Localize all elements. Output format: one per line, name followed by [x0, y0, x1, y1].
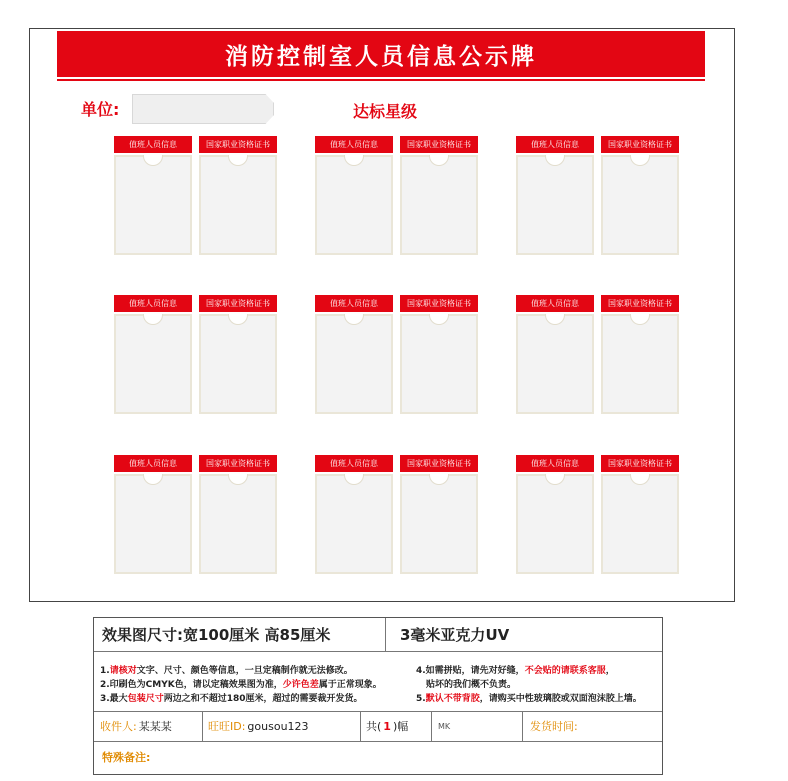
- photo-pocket: [601, 155, 679, 255]
- photo-pocket: [400, 314, 478, 414]
- note-5: [416, 691, 642, 704]
- divider: [360, 711, 361, 741]
- note-text: 3.最大: [100, 694, 128, 704]
- note-highlight: 包装尺寸: [127, 694, 164, 704]
- slot-label: 国家职业资格证书: [400, 455, 478, 472]
- photo-pocket: [114, 474, 192, 574]
- note-text: 1.: [100, 666, 110, 676]
- note-3: [100, 691, 363, 704]
- photo-pocket: [516, 155, 594, 255]
- note-text: 文字、尺寸、颜色等信息，一旦定稿制作就无法修改。: [136, 666, 353, 676]
- slot-certificate: [601, 136, 679, 255]
- slot-duty-info: [114, 295, 192, 414]
- receiver-label: 收件人:: [100, 720, 137, 733]
- note-text: 4.如需拼贴，请先对好缝，: [416, 666, 525, 676]
- photo-pocket: [400, 474, 478, 574]
- note-4b: 贴坏的我们概不负责。: [426, 680, 517, 690]
- wangwang-value: gousou123: [247, 719, 309, 733]
- slot-label: 国家职业资格证书: [199, 295, 277, 312]
- slot-label: 值班人员信息: [516, 455, 594, 472]
- note-highlight: 少许色差: [282, 680, 319, 690]
- ship-time-label: 发货时间:: [530, 720, 578, 733]
- qty-prefix: 共(: [366, 720, 382, 733]
- note-highlight: 请核对: [109, 666, 137, 676]
- spec-header-row: [94, 618, 662, 652]
- photo-pocket: [601, 314, 679, 414]
- slot-label: 国家职业资格证书: [601, 295, 679, 312]
- note-1: [100, 663, 353, 676]
- mk-cell: MK: [438, 721, 451, 731]
- photo-pocket: [516, 314, 594, 414]
- slot-duty-info: [516, 136, 594, 255]
- qty-value: 1: [383, 719, 391, 733]
- wangwang-label: 旺旺ID:: [208, 720, 246, 733]
- slot-label: 值班人员信息: [516, 295, 594, 312]
- note-highlight: 默认不带背胶: [425, 694, 480, 704]
- receiver-value: 某某某: [138, 720, 172, 733]
- slot-certificate: [601, 295, 679, 414]
- slot-duty-info: [315, 295, 393, 414]
- slot-duty-info: [114, 136, 192, 255]
- slot-label: 值班人员信息: [114, 136, 192, 153]
- divider: [431, 711, 432, 741]
- slot-certificate: [199, 295, 277, 414]
- note-text: ，请购买中性玻璃胶或双面泡沫胶上墙。: [479, 694, 642, 704]
- unit-label: 单位:: [81, 100, 120, 119]
- slot-label: 国家职业资格证书: [400, 295, 478, 312]
- photo-pocket: [516, 474, 594, 574]
- special-remark-label: 特殊备注:: [102, 751, 151, 764]
- divider: [522, 711, 523, 741]
- slot-label: 值班人员信息: [516, 136, 594, 153]
- photo-pocket: [601, 474, 679, 574]
- slot-label: 值班人员信息: [315, 295, 393, 312]
- slot-duty-info: [315, 455, 393, 574]
- note-text: 5.: [416, 694, 426, 704]
- notes-block: [94, 651, 662, 712]
- slot-label: 国家职业资格证书: [199, 136, 277, 153]
- note-text: 2.印刷色为CMYK色，请以定稿效果图为准，: [100, 680, 283, 690]
- slot-label: 值班人员信息: [114, 295, 192, 312]
- slot-label: 值班人员信息: [315, 136, 393, 153]
- photo-pocket: [315, 155, 393, 255]
- star-rating-label: 达标星级: [353, 102, 418, 121]
- slot-duty-info: [114, 455, 192, 574]
- size-text: 效果图尺寸:宽100厘米 高85厘米: [102, 626, 331, 644]
- slot-label: 值班人员信息: [114, 455, 192, 472]
- slot-label: 国家职业资格证书: [601, 455, 679, 472]
- slot-duty-info: [516, 455, 594, 574]
- note-highlight: 不会贴的请联系客服: [524, 666, 606, 676]
- slot-duty-info: [315, 136, 393, 255]
- photo-pocket: [199, 314, 277, 414]
- note-text: ，: [605, 666, 615, 676]
- receiver-cell: [100, 711, 172, 741]
- board-title: 消防控制室人员信息公示牌: [57, 31, 705, 77]
- photo-pocket: [199, 474, 277, 574]
- title-underline: [57, 79, 705, 81]
- order-info-row: [94, 711, 662, 742]
- slot-certificate: [400, 295, 478, 414]
- qty-suffix: )幅: [392, 720, 409, 733]
- slot-certificate: [400, 136, 478, 255]
- spec-sheet: [93, 617, 663, 775]
- slot-certificate: [199, 136, 277, 255]
- wangwang-cell: [208, 711, 309, 741]
- note-4: [416, 663, 615, 676]
- slot-certificate: [199, 455, 277, 574]
- signboard: [29, 28, 735, 602]
- slot-duty-info: [516, 295, 594, 414]
- note-text: 两边之和不超过180厘米，超过的需要裁开发货。: [163, 694, 363, 704]
- photo-pocket: [199, 155, 277, 255]
- slot-certificate: [400, 455, 478, 574]
- slot-label: 国家职业资格证书: [601, 136, 679, 153]
- unit-field: [132, 94, 274, 124]
- photo-pocket: [315, 314, 393, 414]
- photo-pocket: [315, 474, 393, 574]
- material-text: 3毫米亚克力UV: [400, 626, 510, 644]
- slot-label: 国家职业资格证书: [400, 136, 478, 153]
- slot-label: 值班人员信息: [315, 455, 393, 472]
- photo-pocket: [400, 155, 478, 255]
- slot-certificate: [601, 455, 679, 574]
- quantity-cell: [366, 711, 408, 741]
- photo-pocket: [114, 155, 192, 255]
- divider: [385, 618, 386, 651]
- divider: [202, 711, 203, 741]
- note-2: [100, 677, 382, 690]
- note-text: 属于正常现象。: [318, 680, 382, 690]
- photo-pocket: [114, 314, 192, 414]
- slot-label: 国家职业资格证书: [199, 455, 277, 472]
